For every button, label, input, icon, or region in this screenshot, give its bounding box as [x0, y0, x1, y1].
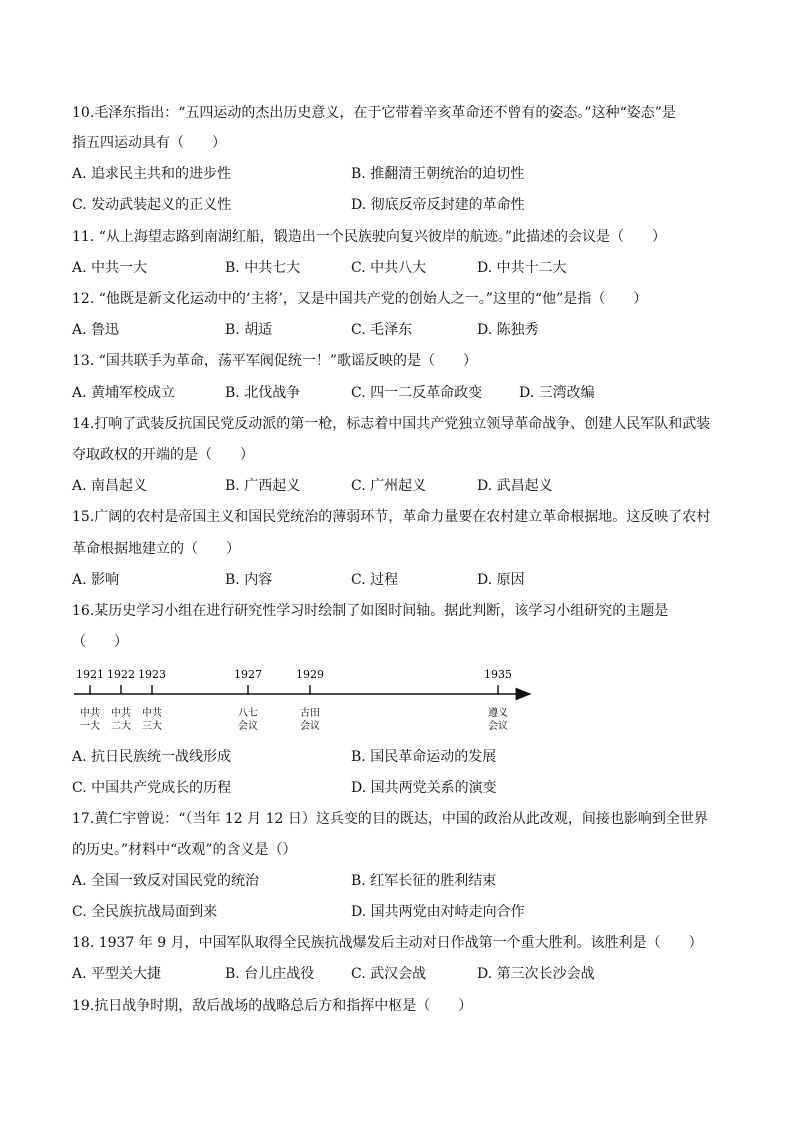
- timeline-event-label: 古田: [300, 708, 320, 719]
- timeline-year: 1922: [107, 668, 135, 681]
- question-11-option-a: A. 中共一大: [72, 260, 148, 276]
- question-17-option-b: B. 红军长征的胜利结束: [351, 873, 497, 889]
- question-16-option-c: C. 中国共产党成长的历程: [72, 780, 232, 796]
- question-17-option-a: A. 全国一致反对国民党的统治: [72, 873, 260, 889]
- question-14-option-a: A. 南昌起义: [72, 478, 148, 494]
- question-16-option-a: A. 抗日民族统一战线形成: [72, 749, 232, 765]
- question-15-line-2: 革命根据地建立的（ ）: [72, 541, 240, 557]
- timeline-event-label: 中共: [142, 708, 162, 719]
- timeline-diagram: [60, 660, 540, 740]
- question-18-option-b: B. 台儿庄战役: [225, 966, 315, 982]
- question-10-option-c: C. 发动武装起义的正义性: [72, 197, 232, 213]
- question-16-option-b: B. 国民革命运动的发展: [351, 749, 497, 765]
- question-11-line-1: 11. “从上海望志路到南湖红船，锻造出一个民族驶向复兴彼岸的航迹。”此描述的会议是（ ）: [72, 229, 667, 245]
- question-17-line-2: 的历史。”材料中“改观”的含义是（）: [72, 842, 297, 858]
- question-15-option-b: B. 内容: [225, 572, 273, 588]
- question-18-option-d: D. 第三次长沙会战: [477, 966, 595, 982]
- question-18-option-a: A. 平型关大捷: [72, 966, 162, 982]
- timeline-event-label: 八七: [238, 708, 258, 719]
- question-14-option-b: B. 广西起义: [225, 478, 301, 494]
- question-15-option-a: A. 影响: [72, 572, 120, 588]
- question-12-option-a: A. 鲁迅: [72, 322, 120, 338]
- question-13-option-c: C. 四一二反革命政变: [351, 385, 483, 401]
- question-14-line-1: 14.打响了武装反抗国民党反动派的第一枪，标志着中国共产党独立领导革命战争、创建人民军队和武装: [72, 416, 711, 432]
- timeline-event-label: 三大: [142, 721, 162, 732]
- question-12-option-b: B. 胡适: [225, 322, 273, 338]
- question-14-line-2: 夺取政权的开端的是（ ）: [72, 447, 254, 463]
- question-16-line-2: （ ）: [72, 634, 128, 650]
- question-15-option-d: D. 原因: [477, 572, 525, 588]
- question-12-option-d: D. 陈独秀: [477, 322, 539, 338]
- question-15-option-c: C. 过程: [351, 572, 399, 588]
- question-17-option-c: C. 全民族抗战局面到来: [72, 904, 218, 920]
- question-10-line-2: 指五四运动具有（ ）: [72, 135, 226, 151]
- question-17-option-d: D. 国共两党由对峙走向合作: [351, 904, 525, 920]
- timeline-year: 1935: [484, 668, 512, 681]
- question-10-line-1: 10.毛泽东指出：“五四运动的杰出历史意义，在于它带着辛亥革命还不曾有的姿态。”这种“姿态”是: [72, 105, 676, 121]
- question-11-option-d: D. 中共十二大: [477, 260, 567, 276]
- question-10-option-d: D. 彻底反帝反封建的革命性: [351, 197, 525, 213]
- question-17-line-1: 17.黄仁宇曾说：“（当年 12 月 12 日）这兵变的目的既达，中国的政治从此改观，间接也影响到全世界: [72, 811, 708, 827]
- question-19-line-1: 19.抗日战争时期，敌后战场的战略总后方和指挥中枢是（ ）: [72, 998, 473, 1014]
- timeline-event-label: 中共: [111, 708, 131, 719]
- question-11-option-b: B. 中共七大: [225, 260, 301, 276]
- timeline-year: 1921: [76, 668, 104, 681]
- question-18-option-c: C. 武汉会战: [351, 966, 427, 982]
- question-14-option-d: D. 武昌起义: [477, 478, 553, 494]
- question-13-option-a: A. 黄埔军校成立: [72, 385, 176, 401]
- question-13-option-b: B. 北伐战争: [225, 385, 301, 401]
- timeline-year: 1923: [138, 668, 166, 681]
- question-16-option-d: D. 国共两党关系的演变: [351, 780, 497, 796]
- timeline-year: 1927: [234, 668, 262, 681]
- question-18-line-1: 18. 1937 年 9 月，中国军队取得全民族抗战爆发后主动对日作战第一个重大胜利。该胜利是（ ）: [72, 935, 703, 951]
- timeline-event-label: 二大: [111, 721, 131, 732]
- timeline-event-label: 会议: [238, 721, 258, 732]
- timeline-event-label: 会议: [488, 721, 508, 732]
- timeline-year: 1929: [296, 668, 324, 681]
- question-13-line-1: 13. “国共联手为革命，荡平军阀促统一！”歌谣反映的是（ ）: [72, 353, 478, 369]
- question-10-option-a: A. 追求民主共和的进步性: [72, 166, 232, 182]
- question-13-option-d: D. 三湾改编: [519, 385, 595, 401]
- question-14-option-c: C. 广州起义: [351, 478, 427, 494]
- question-15-line-1: 15.广阔的农村是帝国主义和国民党统治的薄弱环节，革命力量要在农村建立革命根据地。这反映了农村: [72, 509, 711, 525]
- question-16-line-1: 16.某历史学习小组在进行研究性学习时绘制了如图时间轴。据此判断，该学习小组研究的主题是: [72, 603, 669, 619]
- question-12-option-c: C. 毛泽东: [351, 322, 413, 338]
- timeline-event-label: 中共: [80, 708, 100, 719]
- question-12-line-1: 12. “他既是新文化运动中的‘主将’，又是中国共产党的创始人之一。”这里的“他”是指（ ）: [72, 291, 648, 307]
- timeline-event-label: 遵义: [488, 708, 508, 719]
- timeline-event-label: 会议: [300, 721, 320, 732]
- timeline-event-label: 一大: [80, 721, 100, 732]
- question-10-option-b: B. 推翻清王朝统治的迫切性: [351, 166, 525, 182]
- question-11-option-c: C. 中共八大: [351, 260, 427, 276]
